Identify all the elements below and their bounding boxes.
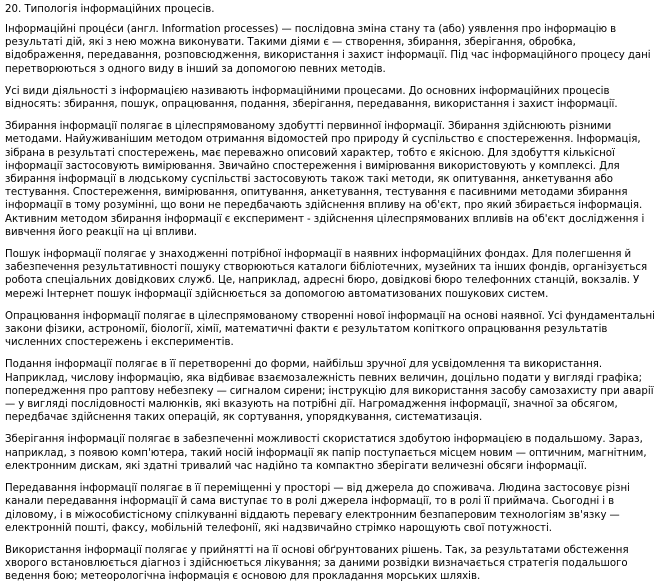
paragraph-presentation: Подання інформації полягає в її перетворенні до форми, найбільш зручної для усвідомлення та використання. Наприклад, числову інформацію, яка відбиває взаємозалежність певних величин, доцільно подати у вигляді графіка; попередження про раптову небезпеку — сигналом сирени; інструкцію для використання засобу самозахисту при аварії — у вигляді послідовності малюнків, які вказують на потрібні дії. Нагромадження інформації, значної за обсягом, передбачає здійснення таких операцій, як сортування, упорядкування, систематизація. (5, 359, 654, 424)
paragraph-main-processes: Усі види діяльності з інформацією називають інформаційними процесами. До основних інформаційних процесів відносять: збирання, пошук, опрацювання, подання, зберігання, передавання, використання і захист інформації. (5, 85, 618, 111)
paragraph-processing: Опрацювання інформації полягає в цілеспрямованому створенні нової інформації на основі наявної. Усі фундаментальні закони фізики, астрономії, біології, хімії, математичні факти є результатом копіткого опрацювання результатів численних спостережень і експериментів. (5, 310, 656, 349)
paragraph-information-processes-definition: Інформаційні проце́си (англ. Information processes) — послідовна зміна стану та (або) уявлення про інформацію в результаті дій, які з нею можна виконувати. Такими діями є — створення, збирання, зберігання, обробка, відображення, передавання, розповсюдження, використання і захист інформації. Під час інформаційного процесу дані перетворюються з одного виду в інший за допомогою певних методів. (5, 24, 651, 75)
paragraph-transmission: Передавання інформації полягає в її переміщенні у просторі — від джерела до споживача. Людина застосовує різні канали передавання інформації й сама виступає то в ролі джерела інформації, то в ролі її приймача. Сьогодні і в діловому, і в міжособистісному спілкуванні віддають перевагу електронним безпаперовим технологіям зв'язку — електронній пошті, факсу, мобільній телефонії, які надзвичайно стрімко нарощують свої потужності. (5, 483, 630, 534)
paragraph-search: Пошук інформації полягає у знаходженні потрібної інформації в наявних інформаційних фондах. Для полегшення й забезпечення результативності пошуку створюються каталоги бібліотечних, музейних та інших фондів, організується робота спеціальних довідкових служб. Це, наприклад, адресні бюро, довідкові бюро телефонних станцій, вокзалів. У мережі Інтернет пошук інформації здійснюється за допомогою автоматизованих пошукових систем. (5, 249, 648, 300)
paragraph-collection: Збирання інформації полягає в цілеспрямованому здобутті первинної інформації. Збирання здійснюють різними методами. Найуживанішим методом отримання відомостей про природу й суспільство є спостереження. Інформація, зібрана в результаті спостережень, має переважно описовий характер, тобто є якісною. Для здобуття кількісної інформації застосовують вимірювання. Звичайно спостереження і вимірювання використовують у комплексі. Для збирання інформації в людському суспільстві застосовують також такі методи, як опитування, анкетування або тестування. Спостереження, вимірювання, опитування, анкетування, тестування є пасивними методами збирання інформації в тому розумінні, що вони не передбачають здійснення впливу на об'єкт, про який збирається інформація. Активним методом збирання інформації є експеримент - здійснення цілеспрямованих впливів на об'єкт дослідження і вивчення його реакції на ці впливи. (5, 121, 645, 238)
paragraph-usage: Використання інформації полягає у прийнятті на її основі обґрунтованих рішень. Так, за результатами обстеження хворого встановлюється діагноз і здійснюється лікування; за даними розвідки визначається стратегія подальшого ведення бою; метеорологічна інформація є основою для прокладання морських шляхів. (5, 544, 629, 583)
document-title: 20. Типологія інформаційних процесів. (5, 4, 215, 15)
paragraph-storage: Зберігання інформації полягає в забезпеченні можливості скористатися здобутою інформацією в подальшому. Зараз, наприклад, з появою комп'ютера, такий носій інформації як папір поступається місцем новим — оптичним, магнітним, електронним дискам, які здатні тривалий час надійно та компактно зберігати величезні обсяги інформації. (5, 434, 647, 472)
